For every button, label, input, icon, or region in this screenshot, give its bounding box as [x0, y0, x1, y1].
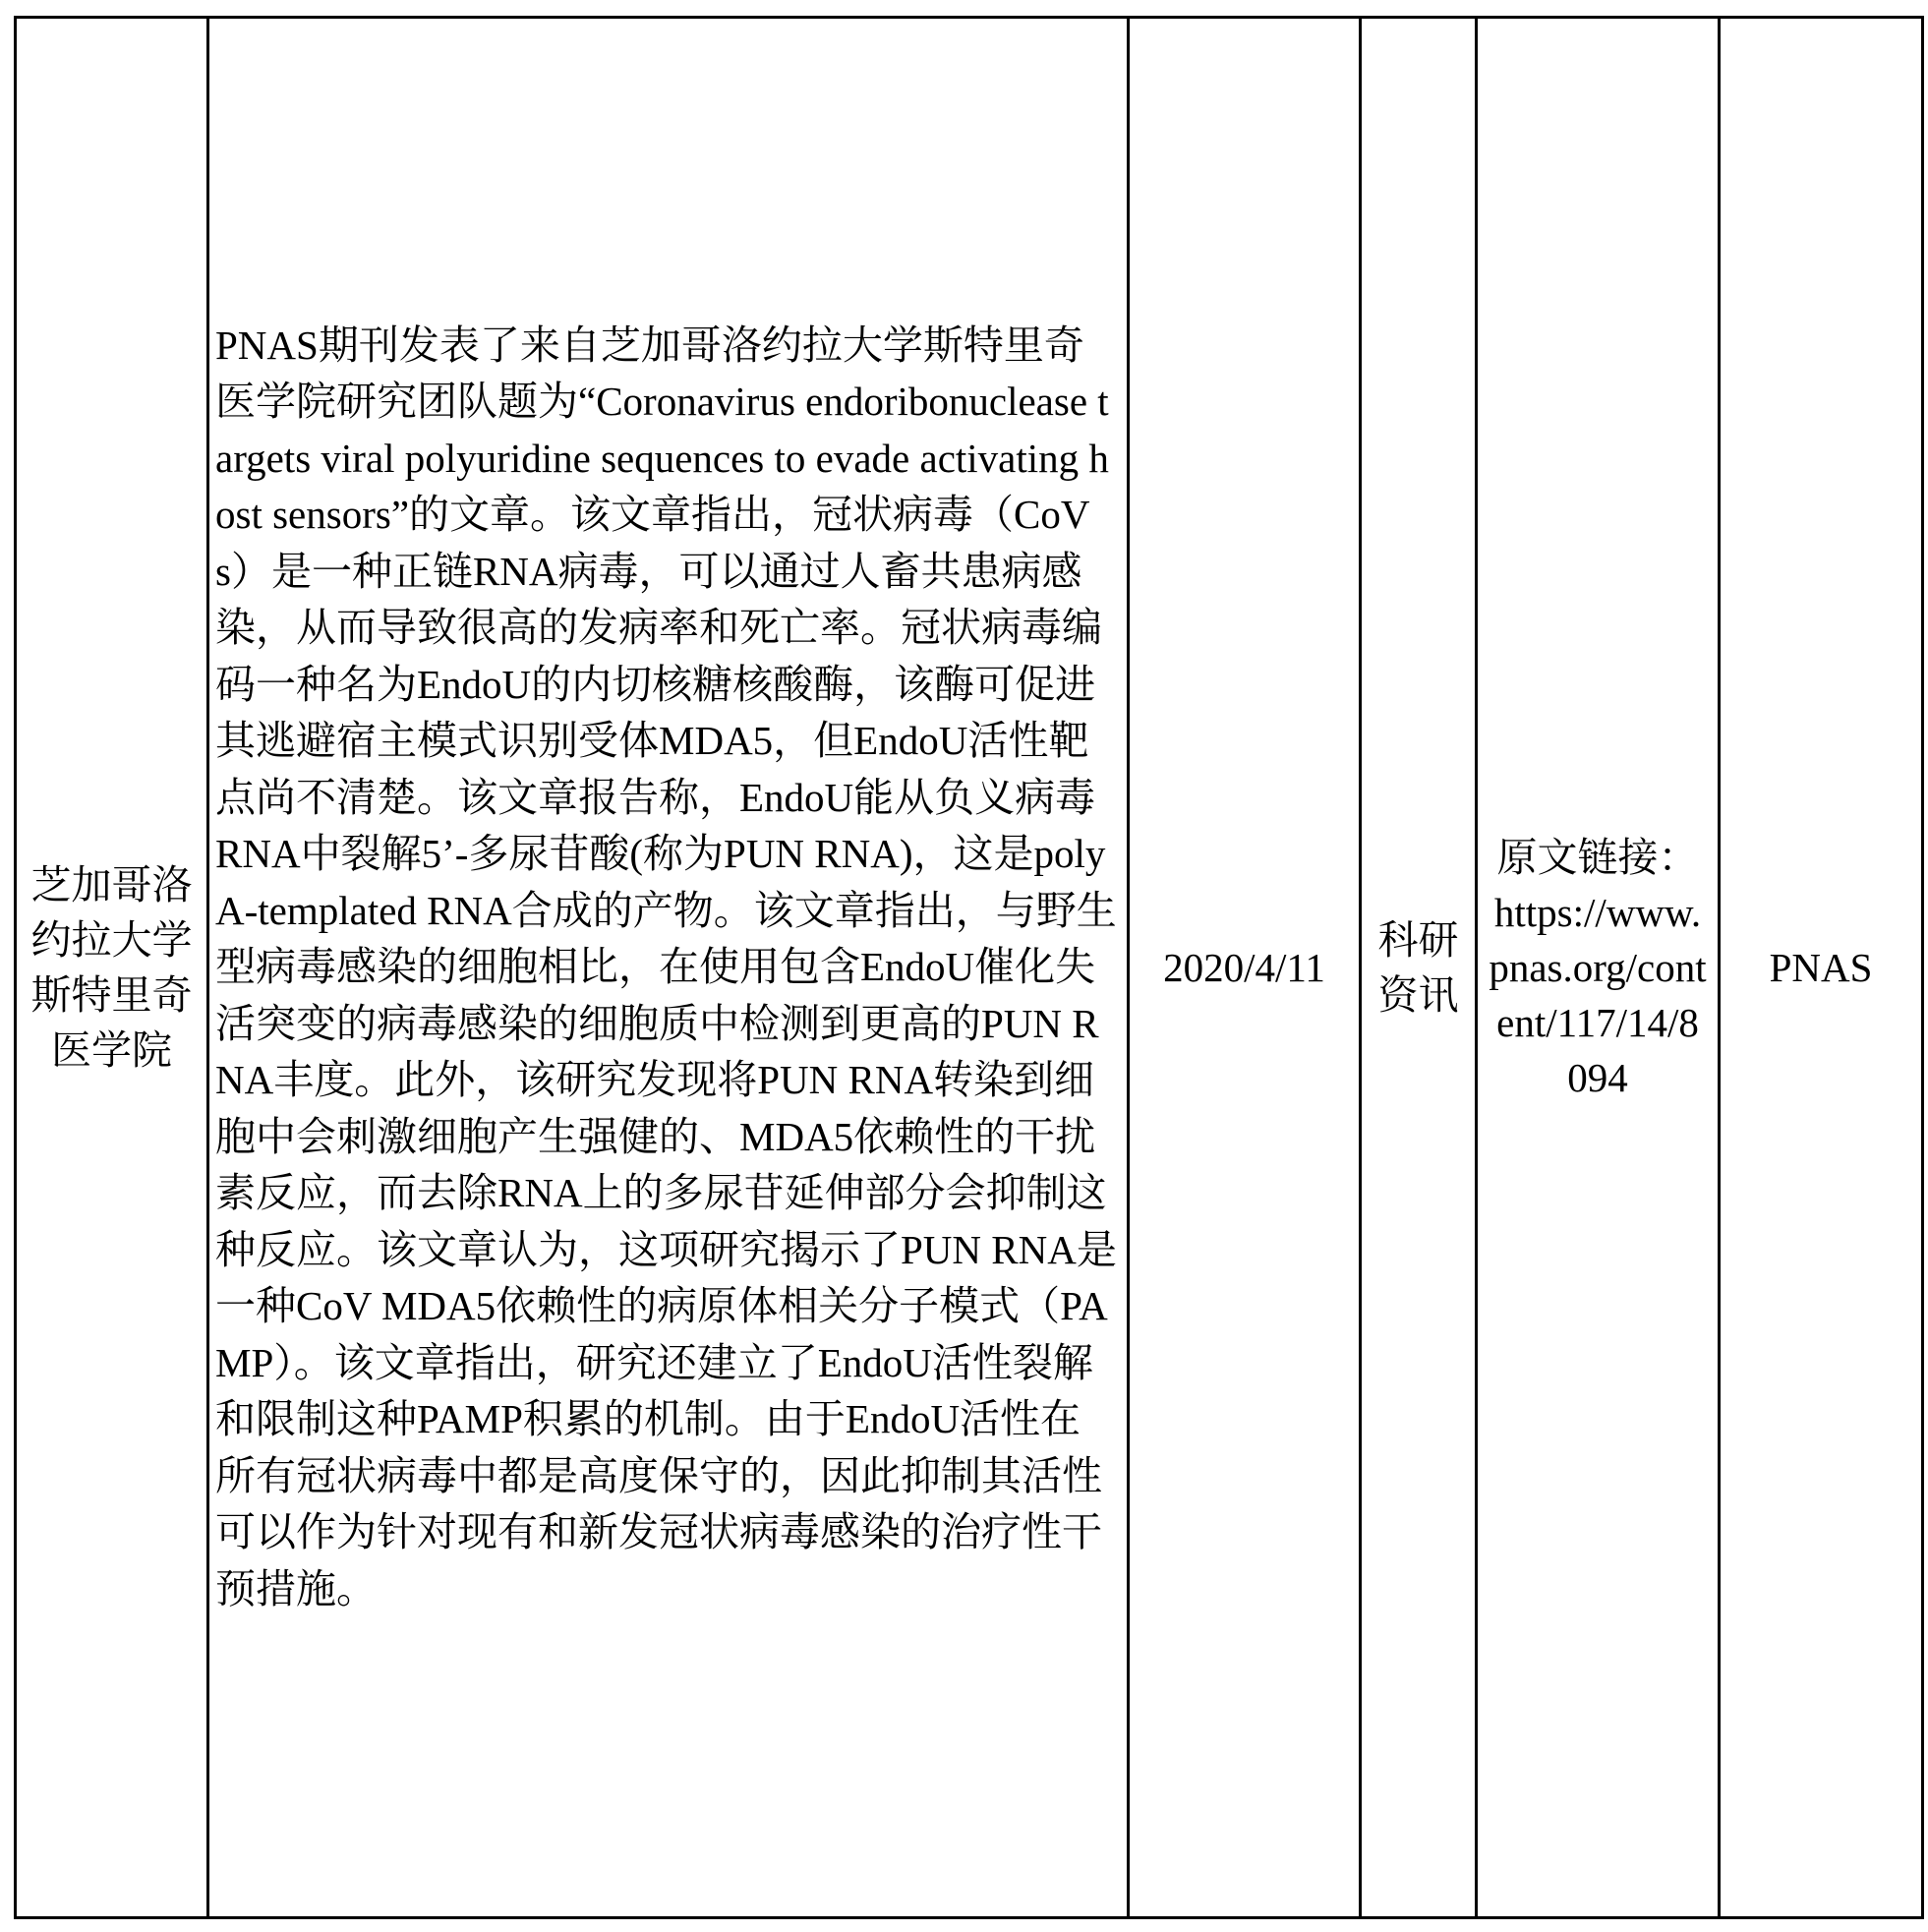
category-label: 科研资讯 [1377, 917, 1459, 1018]
source-link: 原文链接：https://www.pnas.org/content/117/14/8094 [1489, 835, 1707, 1100]
news-record-table [14, 16, 1924, 1919]
summary-cell [208, 18, 1129, 1918]
publish-date: 2020/4/11 [1163, 945, 1325, 990]
institution-name: 芝加哥洛约拉大学斯特里奇医学院 [30, 862, 193, 1073]
news-record-sheet [14, 16, 1921, 1919]
category-cell [1361, 18, 1477, 1918]
source-journal: PNAS [1769, 945, 1873, 990]
institution-cell [16, 18, 208, 1918]
table-row [16, 18, 1923, 1918]
source-cell [1720, 18, 1923, 1918]
article-summary: PNAS期刊发表了来自芝加哥洛约拉大学斯特里奇医学院研究团队题为“Coronavirus endoribonuclease targets viral polyuridine sequences to evade activating host sensors”的文章。该文章指出，冠状病毒（CoVs）是一种正链RNA病毒，可以通过人畜共患病感染，从而导致很高的发病率和死亡率。冠状病毒编码一种名为EndoU的内切核糖核酸酶，该酶可促进其逃避宿主模式识别受体MDA5，但EndoU活性靶点尚不清楚。该文章报告称，EndoU能从负义病毒RNA中裂解5’-多尿苷酸(称为PUN RNA)，这是polyA-templated RNA合成的产物。该文章指出，与野生型病毒感染的细胞相比，在使用包含EndoU催化失活突变的病毒感染的细胞质中检测到更高的PUN RNA丰度。此外，该研究发现将PUN RNA转染到细胞中会刺激细胞产生强健的、MDA5依赖性的干扰素反应，而去除RNA上的多尿苷延伸部分会抑制这种反应。该文章认为，这项研究揭示了PUN RNA是一种CoV MDA5依赖性的病原体相关分子模式（PAMP）。该文章指出，研究还建立了EndoU活性裂解和限制这种PAMP积累的机制。由于EndoU活性在所有冠状病毒中都是高度保守的，因此抑制其活性可以作为针对现有和新发冠状病毒感染的治疗性干预措施。 [215, 322, 1117, 1611]
link-cell [1477, 18, 1720, 1918]
date-cell [1129, 18, 1361, 1918]
